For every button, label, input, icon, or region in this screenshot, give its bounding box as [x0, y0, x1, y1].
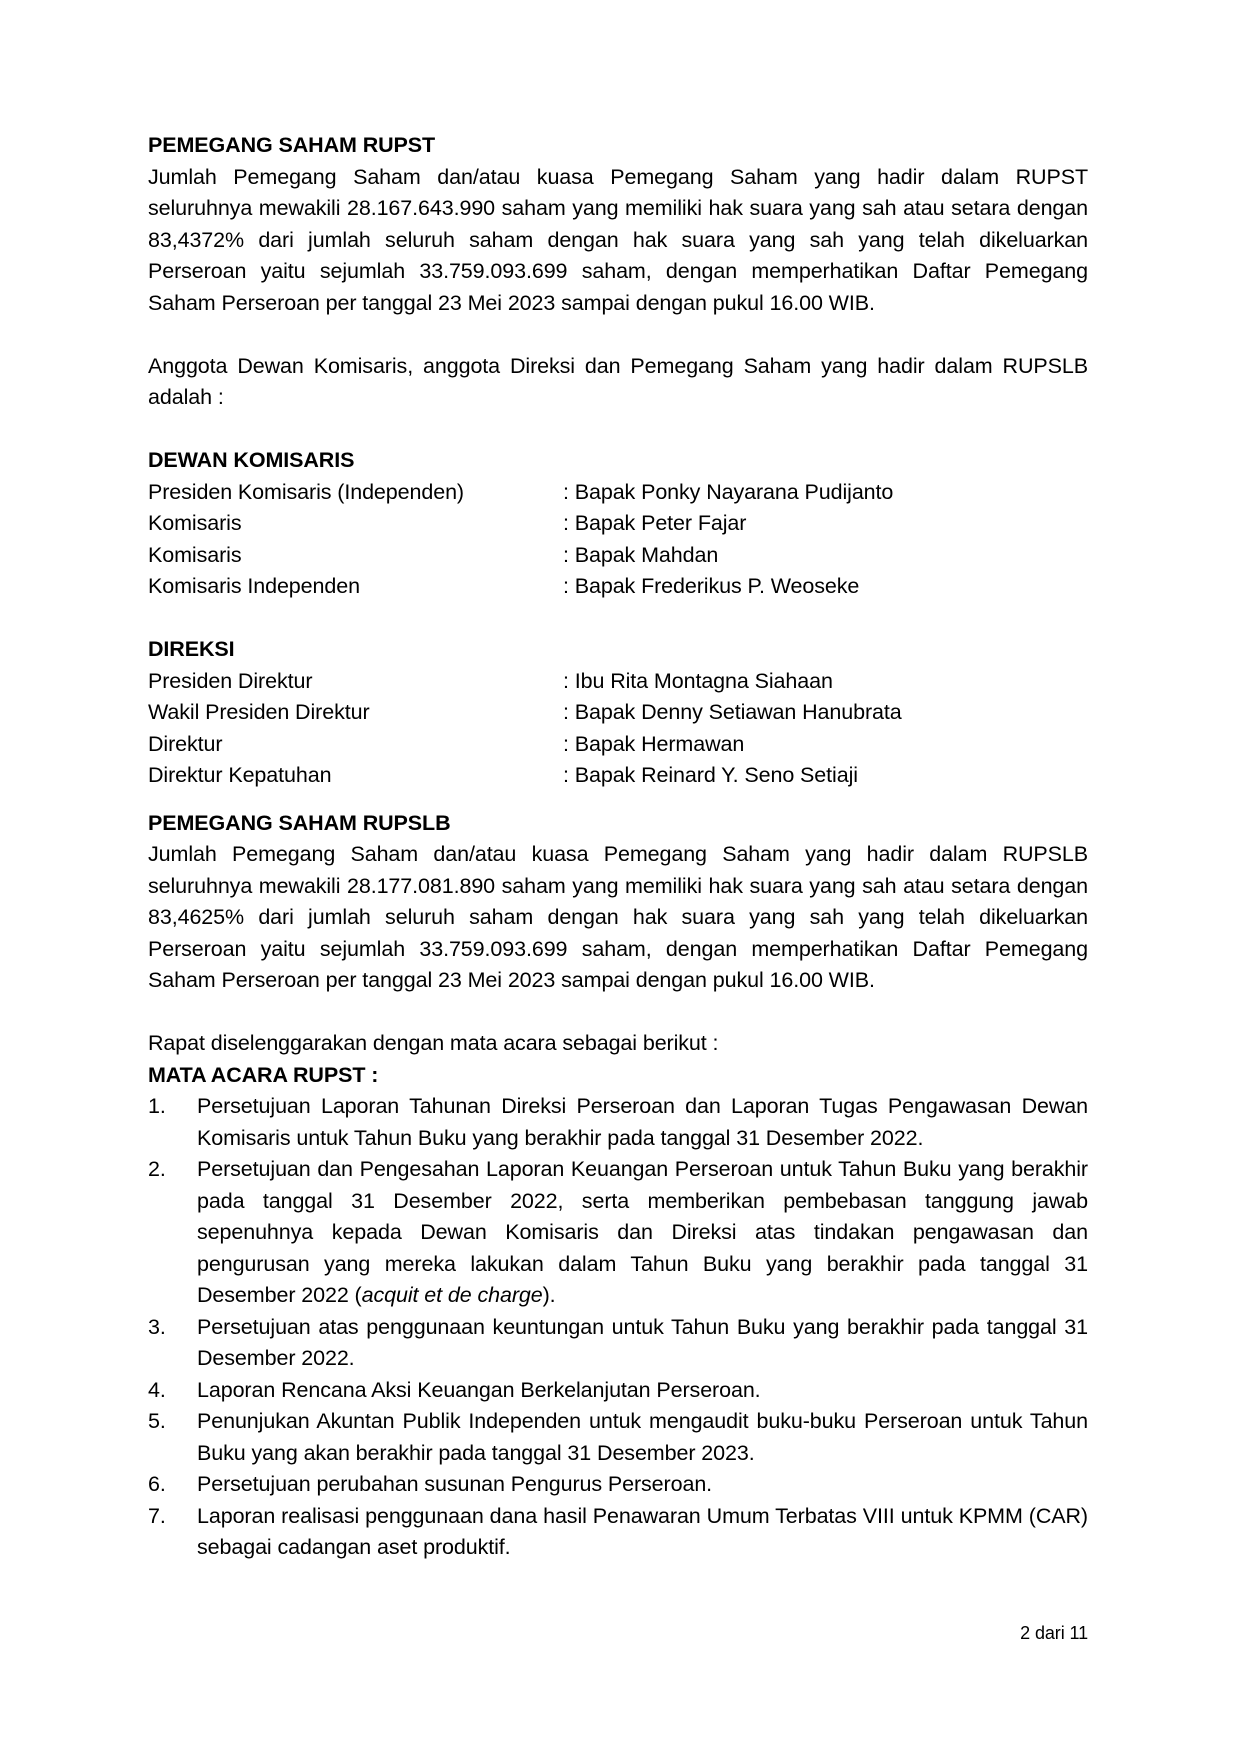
agenda-item-text-part: ).: [542, 1283, 556, 1307]
officer-row: [148, 540, 1088, 572]
officer-role: Komisaris Independen: [148, 574, 360, 598]
officer-row: [148, 729, 1088, 761]
agenda-list-item: [148, 1091, 1088, 1154]
agenda-item-text: Persetujuan perubahan susunan Pengurus Perseroan.: [197, 1472, 713, 1496]
paragraph-shareholders-rupslb: Jumlah Pemegang Saham dan/atau kuasa Pemegang Saham yang hadir dalam RUPSLB seluruhnya mewakili 28.177.081.890 saham yang memiliki hak suara yang sah atau setara dengan 83,4625% dari jumlah seluruh saham dengan hak suara yang sah yang telah dikeluarkan Perseroan yaitu sejumlah 33.759.093.699 saham, dengan memperhatikan Daftar Pemegang Saham Perseroan per tanggal 23 Mei 2023 sampai dengan pukul 16.00 WIB.: [148, 842, 1088, 992]
officer-row: [148, 508, 1088, 540]
agenda-item-number: 4.: [148, 1377, 166, 1402]
agenda-item-number: 2.: [148, 1157, 166, 1181]
spacer: [148, 997, 1088, 1029]
spacer: [148, 603, 1088, 635]
paragraph-attendance-intro: Anggota Dewan Komisaris, anggota Direksi dan Pemegang Saham yang hadir dalam RUPSLB adalah :: [148, 353, 1088, 409]
agenda-heading: MATA ACARA RUPST :: [148, 1062, 379, 1087]
agenda-item-text: Laporan Rencana Aksi Keuangan Berkelanjutan Perseroan.: [197, 1377, 761, 1402]
officer-role: Presiden Komisaris (Independen): [148, 479, 464, 504]
agenda-intro: Rapat diselenggarakan dengan mata acara sebagai berikut :: [148, 1031, 719, 1055]
agenda-item-number: 3.: [148, 1314, 166, 1339]
agenda-item-text-part: Persetujuan dan Pengesahan Laporan Keuangan Perseroan untuk Tahun Buku yang berakhir pada tanggal 31 Desember 2022, serta memberikan pembebasan tanggung jawab sepenuhnya kepada Dewan Komisaris dan Direksi atas tindakan pengawasan dan pengurusan yang mereka lakukan dalam Tahun Buku yang berakhir pada tanggal 31 Desember 2022 (: [197, 1157, 1088, 1307]
agenda-list-item: [148, 1501, 1088, 1564]
officer-name: : Bapak Peter Fajar: [563, 511, 747, 535]
officer-row: [148, 666, 1088, 698]
officer-name: : Bapak Frederikus P. Weoseke: [563, 574, 860, 598]
officer-row: [148, 697, 1088, 729]
agenda-item-number: 1.: [148, 1094, 166, 1118]
agenda-item-text: Persetujuan atas penggunaan keuntungan untuk Tahun Buku yang berakhir pada tanggal 31 Desember 2022.: [197, 1314, 1088, 1370]
agenda-item-number: 6.: [148, 1472, 166, 1496]
agenda-item-number: 7.: [148, 1503, 166, 1528]
agenda-item-latin-term: acquit et de charge: [361, 1283, 543, 1307]
officer-row: [148, 571, 1088, 603]
officer-role: Presiden Direktur: [148, 668, 313, 693]
officer-row: [148, 477, 1088, 509]
section-heading-dewan-komisaris: DEWAN KOMISARIS: [148, 448, 355, 472]
spacer: [148, 414, 1088, 446]
agenda-list-item: [148, 1406, 1088, 1469]
officer-role: Direktur: [148, 731, 223, 756]
spacer: [148, 319, 1088, 351]
officer-role: Direktur Kepatuhan: [148, 763, 332, 787]
agenda-list-item: [148, 1375, 1088, 1407]
section-heading-direksi: DIREKSI: [148, 637, 235, 661]
agenda-list-item: [148, 1469, 1088, 1501]
section-heading-shareholders-rupslb: PEMEGANG SAHAM RUPSLB: [148, 810, 451, 835]
officer-name: : Bapak Reinard Y. Seno Setiaji: [563, 763, 858, 787]
paragraph-shareholders-rupst: Jumlah Pemegang Saham dan/atau kuasa Pemegang Saham yang hadir dalam RUPST seluruhnya mewakili 28.167.643.990 saham yang memiliki hak suara yang sah atau setara dengan 83,4372% dari jumlah seluruh saham dengan hak suara yang sah yang telah dikeluarkan Perseroan yaitu sejumlah 33.759.093.699 saham, dengan memperhatikan Daftar Pemegang Saham Perseroan per tanggal 23 Mei 2023 sampai dengan pukul 16.00 WIB.: [148, 164, 1088, 315]
spacer: [148, 792, 1088, 808]
agenda-item-text: [197, 1154, 1088, 1312]
officer-name: : Ibu Rita Montagna Siahaan: [563, 668, 833, 693]
officer-role: Komisaris: [148, 511, 242, 535]
officer-name: : Bapak Hermawan: [563, 731, 745, 756]
agenda-item-number: 5.: [148, 1409, 166, 1433]
officer-role: Komisaris: [148, 542, 242, 567]
document-body: [148, 130, 1088, 1564]
page-footer: 2 dari 11: [1020, 1623, 1088, 1643]
agenda-list-item: [148, 1312, 1088, 1375]
officer-name: : Bapak Mahdan: [563, 542, 719, 567]
officer-name: : Bapak Denny Setiawan Hanubrata: [563, 700, 902, 724]
agenda-item-text: Persetujuan Laporan Tahunan Direksi Perseroan dan Laporan Tugas Pengawasan Dewan Komisaris untuk Tahun Buku yang berakhir pada tanggal 31 Desember 2022.: [197, 1094, 1088, 1150]
agenda-list-item: [148, 1154, 1088, 1312]
officer-row: [148, 760, 1088, 792]
agenda-item-text: Penunjukan Akuntan Publik Independen untuk mengaudit buku-buku Perseroan untuk Tahun Buku yang akan berakhir pada tanggal 31 Desember 2023.: [197, 1409, 1088, 1465]
officer-role: Wakil Presiden Direktur: [148, 700, 370, 724]
officer-name: : Bapak Ponky Nayarana Pudijanto: [563, 479, 894, 504]
section-heading-shareholders-rupst: PEMEGANG SAHAM RUPST: [148, 133, 436, 157]
agenda-item-text: Laporan realisasi penggunaan dana hasil Penawaran Umum Terbatas VIII untuk KPMM (CAR) sebagai cadangan aset produktif.: [197, 1503, 1088, 1559]
